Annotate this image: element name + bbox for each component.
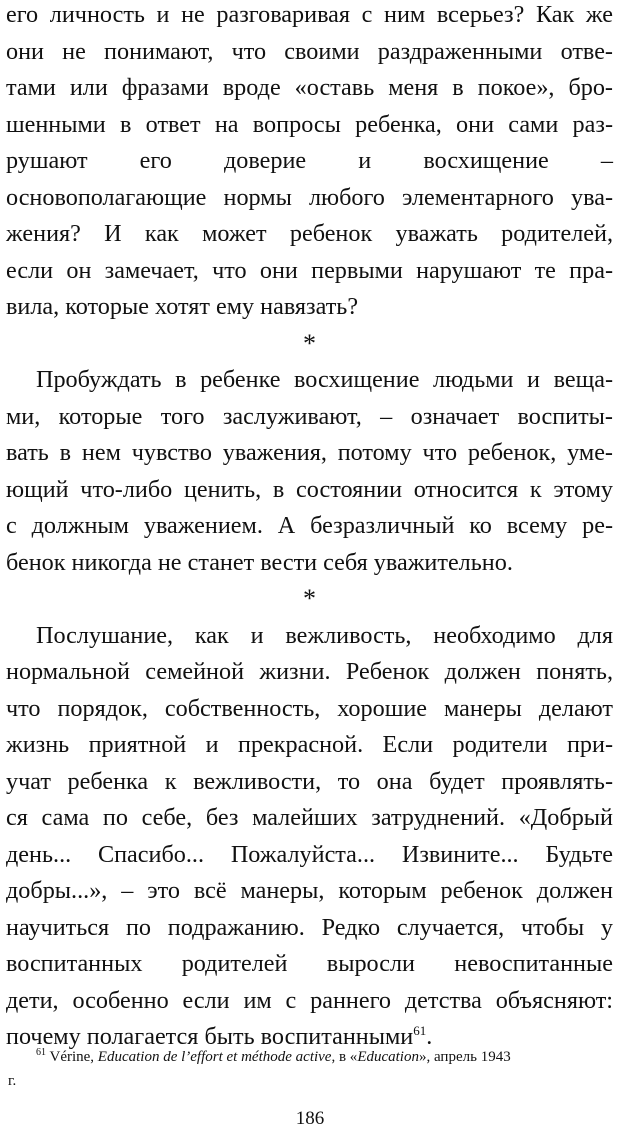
text-line: воспитанных родителей выросли невоспитанные (6, 950, 613, 977)
text-line: ющий что-либо ценить, в состоянии относится к этому (6, 475, 613, 503)
footnote-line (8, 1045, 612, 1069)
text-line: его личность и не разговаривая с ним всерьез? Как же (6, 1, 613, 28)
final-punctuation: . (426, 1023, 433, 1050)
footnote-journal: Education (357, 1049, 419, 1065)
footnote-continuation: г. (8, 1073, 17, 1089)
footnote-tail: », апрель 1943 (418, 1049, 511, 1065)
paragraph-3 (6, 618, 613, 1056)
section-separator: * (303, 584, 316, 613)
text-line: жизнь приятной и прекрасной. Если родители при- (6, 731, 613, 758)
text-line: Пробуждать в ребенке восхищение людьми и веща- (36, 366, 613, 393)
text-line: учат ребенка к вежливости, то она будет проявлять- (6, 767, 613, 795)
text-line: ся сама по себе, без малейших затруднений. «Добрый (6, 804, 613, 831)
text-line: шенными в ответ на вопросы ребенка, они сами раз- (6, 110, 613, 138)
footnote-author: Vérine, (49, 1049, 98, 1065)
text-line: вать в нем чувство уважения, потому что ребенок, уме- (6, 439, 613, 466)
footnote-title: Education de l’effort et méthode active (97, 1049, 332, 1065)
text-line: почему полагается быть воспитанными (6, 1023, 414, 1050)
text-line: день... Спасибо... Пожалуйста... Извините... Будьте (6, 840, 613, 868)
footnote-number: 61 (36, 1047, 46, 1058)
paragraph-2 (6, 362, 613, 581)
text-line: бенок никогда не станет вести себя уважительно. (6, 548, 513, 576)
text-line: что порядок, собственность, хорошие манеры делают (6, 694, 613, 722)
text-line: вила, которые хотят ему навязать? (6, 293, 359, 320)
text-line: научиться по подражанию. Редко случается, чтобы у (6, 913, 613, 941)
text-line: Послушание, как и вежливость, необходимо для (36, 621, 613, 649)
page-number: 186 (295, 1108, 325, 1129)
body-text (6, 0, 613, 1056)
text-line: они не понимают, что своими раздраженными отве- (6, 37, 613, 65)
paragraph-1 (6, 0, 613, 326)
text-line: тами или фразами вроде «оставь меня в покое», бро- (6, 74, 613, 101)
text-line: если он замечает, что они первыми нарушают те пра- (6, 256, 613, 284)
footnote (8, 1045, 612, 1093)
footnote-middle: , в « (331, 1049, 358, 1065)
text-line: дети, особенно если им с раннего детства объясняют: (6, 986, 613, 1014)
text-line: ми, которые того заслуживают, – означает воспиты- (6, 402, 613, 430)
text-line: нормальной семейной жизни. Ребенок должен понять, (6, 658, 613, 685)
text-line: рушают его доверие и восхищение – (6, 147, 613, 174)
text-line: основополагающие нормы любого элементарного ува- (6, 183, 613, 211)
text-line: с должным уважением. А безразличный ко всему ре- (6, 512, 613, 539)
section-separator: * (303, 328, 316, 358)
text-line: добры...», – это всё манеры, которым ребенок должен (6, 877, 613, 904)
text-line: жения? И как может ребенок уважать родителей, (6, 220, 613, 247)
footnote-reference[interactable]: 61 (413, 1022, 427, 1038)
